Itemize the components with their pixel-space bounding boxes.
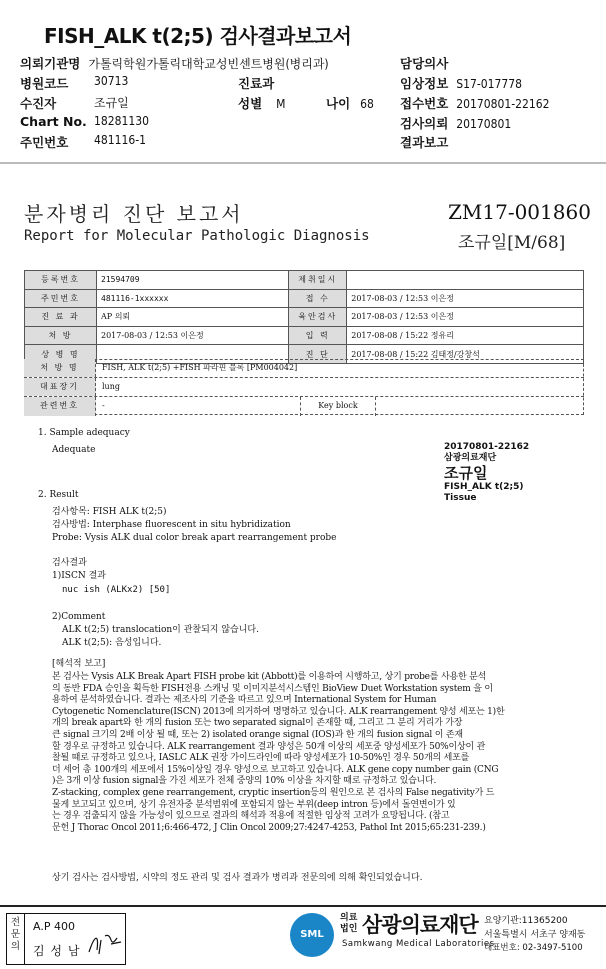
signature-dept: A.P 400 — [33, 920, 75, 933]
hospital-code-row: 병원코드 30713 — [20, 74, 129, 91]
test-probe: Probe: Vysis ALK dual color break apart rearrangement probe — [52, 533, 337, 543]
agency-code: 요양기관:11365200 — [484, 916, 568, 926]
interpretation-text: 본 검사는 Vysis ALK Break Apart FISH probe kit (Abbott)를 이용하여 시행하고, 상기 probe를 사용한 분석 의 동반 FDA 승인을 획득한 FISH전용 스캐닝 및 이미지분석시스템인 BioView Duet Workstation system 을 이 용하여 분석하였습니다. 결과는 제조사의 기준을 따르고 있으며 International System for Human Cytogenetic Nomenclature(ISCN) 2013에 의거하여 명명하고 있습니다. ALK rearrangement 양성 세포는 1)한 개의 break apart와 한 개의 fusion 또는 two separated signal이 존재할 때, 그리고 그 분리 거리가 가장 큰 signal 크기의 2배 이상 될 때, 또는 2) isolated orange signal (IOS)과 한 개의 fusion signal 이 존재 할 경우로 규정하고 있습니다. ALK rearrangement 결과 양성은 50개 이상의 세포중 양성세포가 50%이상이 관 찰될 때로 규정하고 있으나, IASLC ALK 권장 가이드라인에 따라 양성세포가 10-50%인 경우 50개의 세포를 더 세어 총 100개의 세포에서 15%이상일 경우 양성으로 보고하고 있습니다. ALK gene copy number gain (CNG )은 3개 이상 fusion signal을 가진 세포가 전체 중양의 10% 이상을 차지할 때로 규정하고 있습니다. Z-stacking, complex gene rearrangement, cryptic insertion등의 원인으로 본 검사의 False negativity가 드 물게 보고되고 있으며, 상기 유전자중 분석범위에 포함되지 않는 부위(deep intron 등)에서 돌연변이가 있 는 경우 검출되지 않을 가능성이 있으므로 결과의 해석과 적용에 적절한 임상적 고려가 요망됩니다. (참고 문헌 J Thorac Oncol 2011;6:466-472, J Clin Oncol 2009;27:4247-4253, Pathol Int 2015;65:231-239.) — [52, 672, 505, 833]
table-row: 진 료 과 AP 의뢰 육안검사 2017-08-03 / 12:53 이은정 — [25, 308, 584, 327]
doctor-row: 담당의사 — [400, 56, 449, 71]
org-name: 삼광의료재단 — [362, 913, 478, 937]
department-row: 진료과 — [238, 76, 275, 91]
related-row: 관련번호 - Key block — [24, 397, 584, 416]
sample-value: Adequate — [52, 445, 96, 455]
org-phone: 대표번호: 02-3497-5100 — [484, 943, 583, 953]
section-result: 2. Result — [38, 490, 79, 500]
table-row: 등록번호 21594709 제취일시 — [25, 271, 584, 290]
specialist-label: 전문의 — [7, 914, 25, 964]
closing-statement: 상기 검사는 검사방법, 시약의 정도 관리 및 검사 결과가 병리과 전문의에 의해 확인되었습니다. — [52, 873, 423, 883]
comment-line-1: ALK t(2;5) translocation이 관찰되지 않습니다. — [62, 625, 259, 635]
iscn-value: nuc ish (ALKx2) [50] — [62, 585, 171, 595]
interpretation-heading: [해석적 보고] — [52, 659, 106, 669]
table-row: 상 병 명 진 단 2017-08-08 / 15:22 김태정/강창석 — [25, 345, 584, 364]
signature-box — [6, 913, 126, 965]
age-row: 나이 68 — [326, 96, 374, 111]
page-title: FISH_ALK t(2;5) 검사결과보고서 — [44, 24, 352, 48]
sex-row: 성별 M — [238, 96, 286, 111]
org-english: Samkwang Medical Laboratories — [342, 939, 495, 949]
result-heading: 검사결과 — [52, 558, 87, 568]
comment-line-2: ALK t(2;5): 음성입니다. — [62, 638, 162, 648]
iscn-heading: 1)ISCN 결과 — [52, 571, 106, 581]
result-header — [0, 0, 606, 158]
organ-row: 대표장기 lung — [24, 378, 584, 397]
clinical-info-row: 임상정보 S17-017778 — [400, 76, 522, 91]
comment-heading: 2)Comment — [52, 612, 106, 622]
org-prefix: 의료 법인 — [340, 913, 358, 934]
test-method: 검사방법: Interphase fluorescent in situ hybridization — [52, 520, 291, 530]
request-date-row: 검사의뢰 20170801 — [400, 116, 512, 131]
specimen-stamp: 20170801-22162 삼광의료재단 조규일 FISH_ALK t(2;5) Tissue — [444, 442, 530, 503]
section-sample: 1. Sample adequacy — [38, 428, 130, 438]
key-block-label: Key block — [300, 397, 376, 416]
info-table — [24, 270, 584, 364]
handwritten-signature — [87, 930, 123, 958]
signature-name: 김 성 남 — [33, 944, 81, 958]
patient-row: 수진자 조규일 — [20, 96, 129, 111]
divider — [0, 162, 606, 164]
test-item: 검사항목: FISH ALK t(2;5) — [52, 507, 167, 517]
report-subtitle: Report for Molecular Pathologic Diagnosis — [24, 228, 370, 244]
report-title: 분자병리 진단 보고서 — [24, 202, 244, 226]
table-row: 주민번호 481116-1xxxxxx 접 수 2017-08-03 / 12:53 이은정 — [25, 289, 584, 308]
report-row: 결과보고 — [400, 135, 449, 150]
prescription-row: 처 방 명 FISH, ALK t(2;5) +FISH 파라핀 블록 [PM004042] — [24, 359, 584, 378]
table-row: 처 방 2017-08-03 / 12:53 이은정 입 력 2017-08-08 / 15:22 정유리 — [25, 326, 584, 345]
patient-tag: 조규일[M/68] — [458, 233, 566, 253]
rrn-row: 주민번호 481116-1 — [20, 133, 146, 150]
footer — [0, 905, 606, 969]
sml-logo-icon: SML — [290, 913, 334, 957]
receipt-no-row: 접수번호 20170801-22162 — [400, 96, 550, 111]
chart-row: Chart No. 18281130 — [20, 114, 149, 129]
report-id: ZM17-001860 — [448, 200, 591, 224]
institution-row: 의뢰기관명 가톨릭학원가톨릭대학교성빈센트병원(병리과) — [20, 56, 329, 71]
org-address: 서울특별시 서초구 양재동 — [484, 930, 586, 940]
